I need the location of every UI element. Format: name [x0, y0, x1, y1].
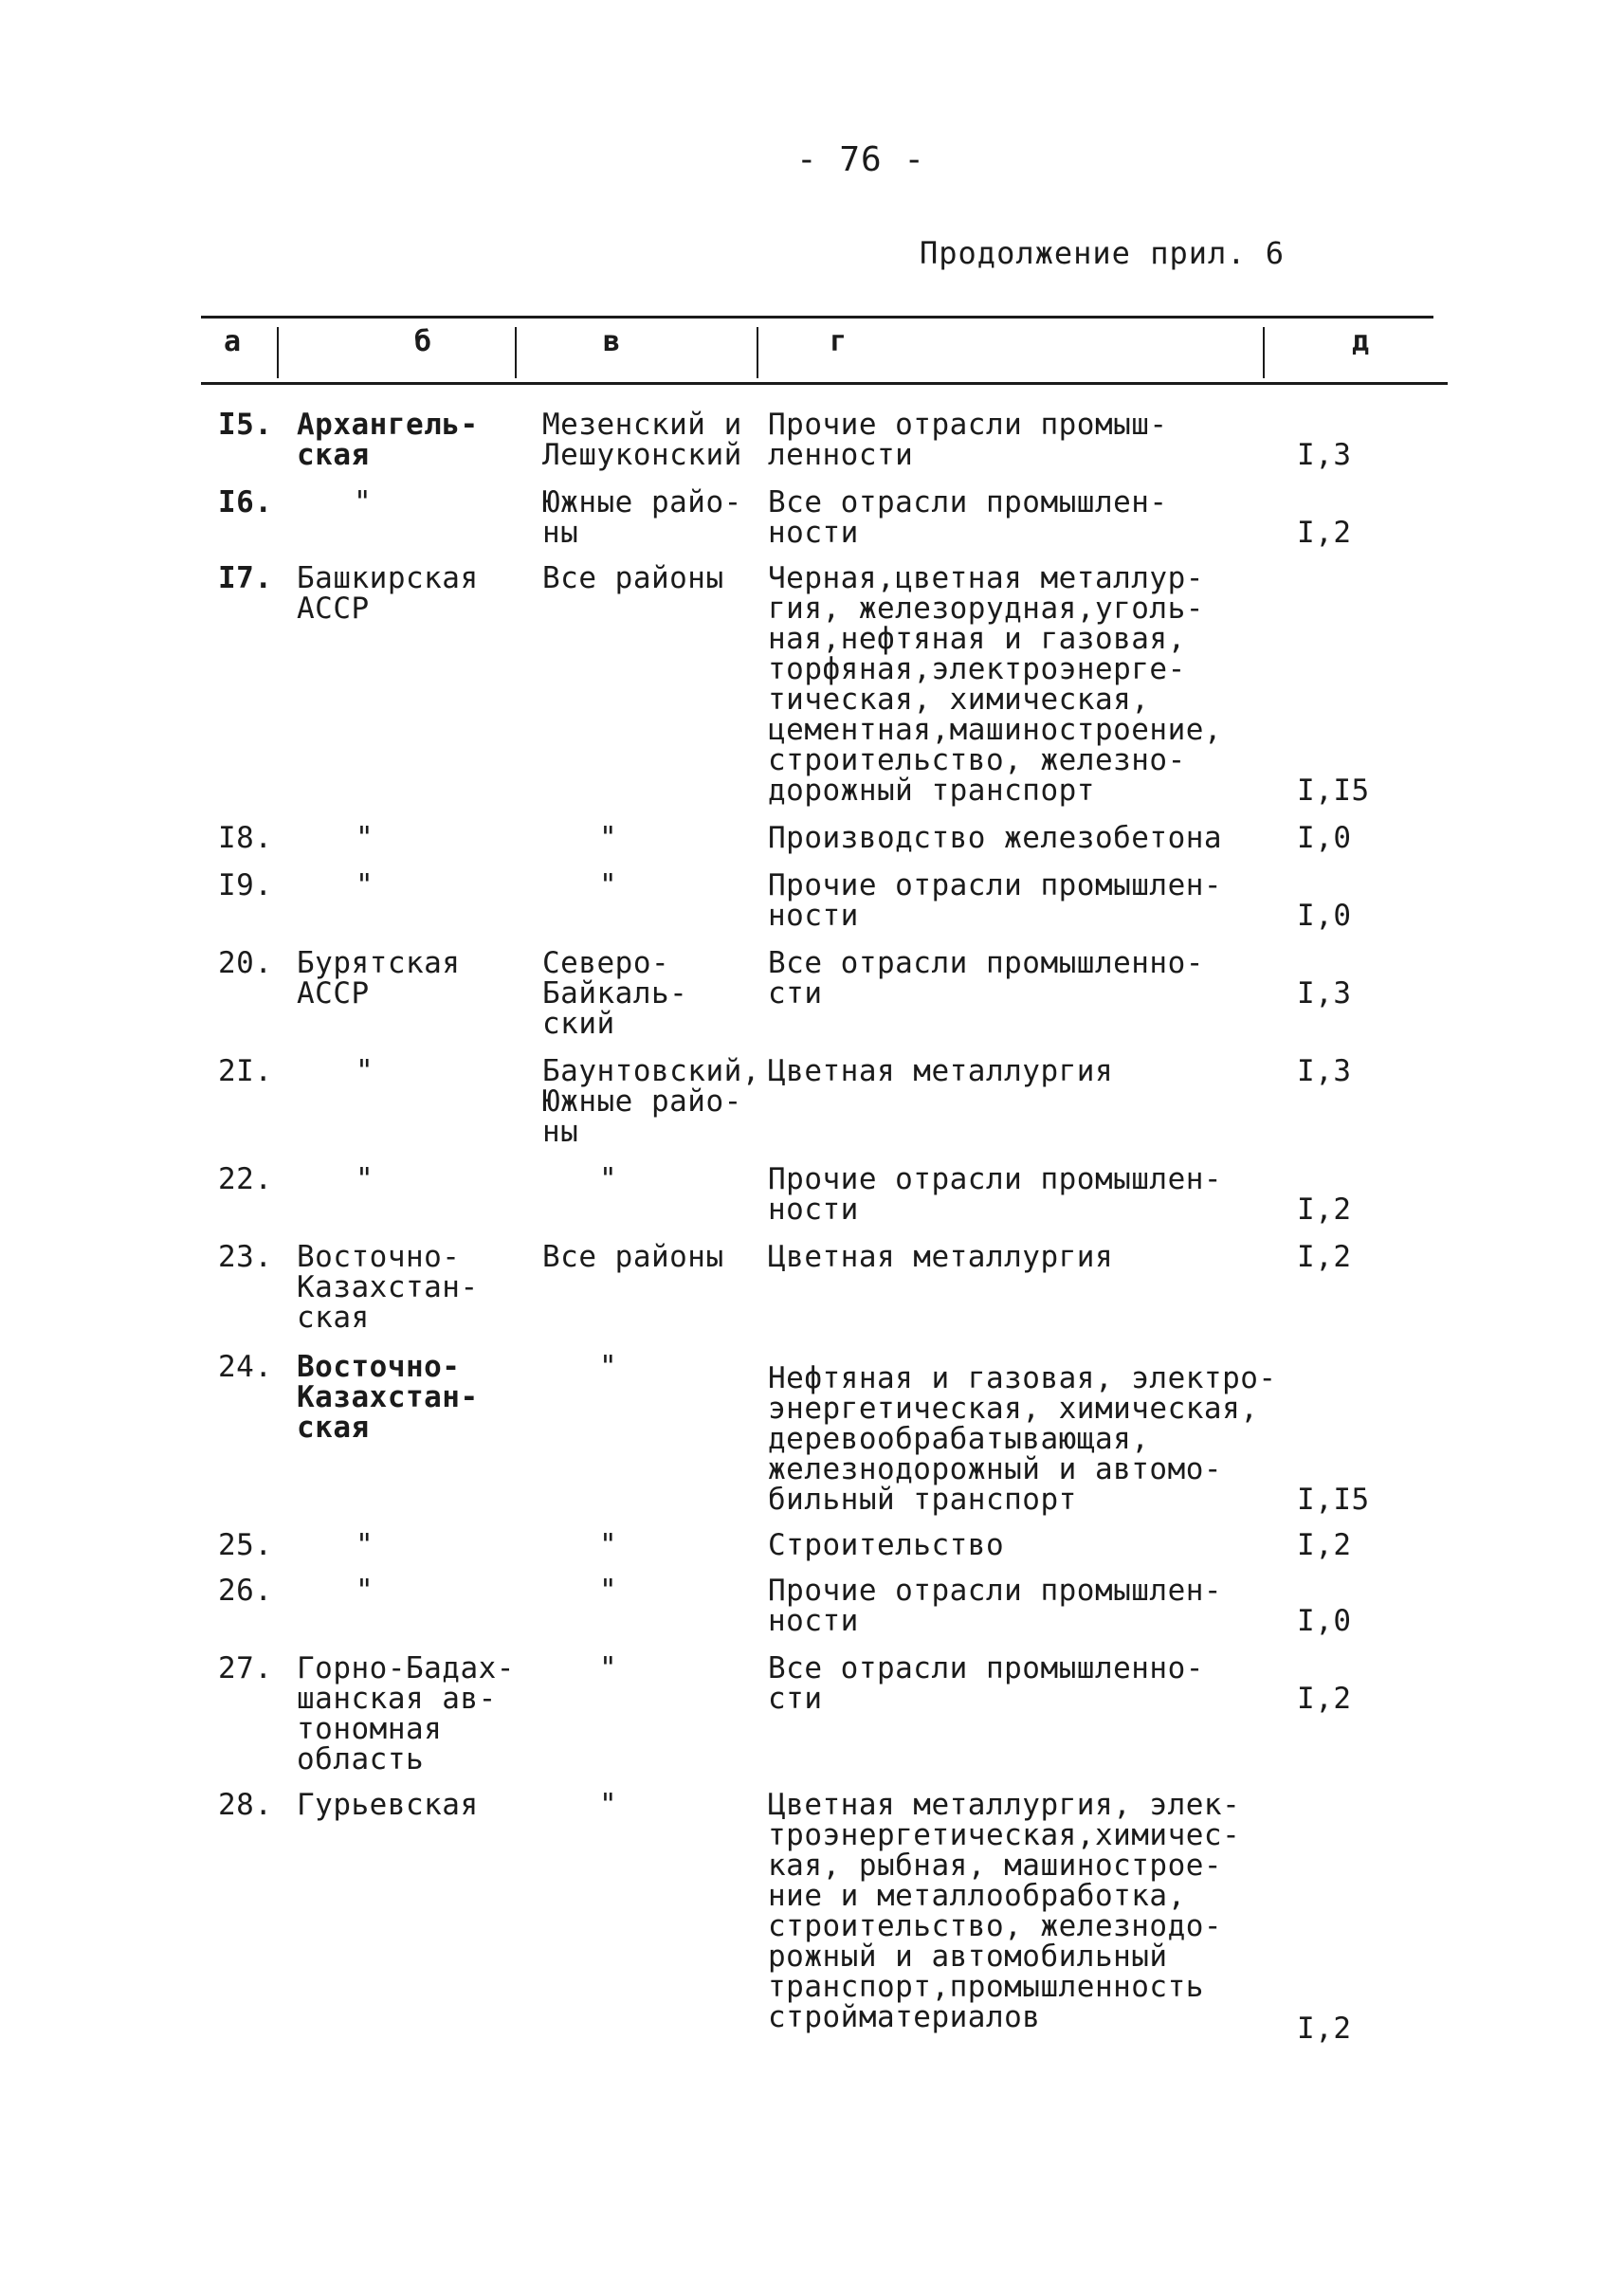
region-cell: Восточно- Казахстан- ская: [297, 1240, 479, 1335]
row-number: 24.: [218, 1350, 273, 1384]
industry-cell: Все отрасли промышлен- ности: [768, 485, 1168, 550]
region-cell: ": [356, 1574, 374, 1608]
coefficient-cell: I,2: [1297, 516, 1352, 550]
row-number: 27.: [218, 1651, 273, 1685]
industry-cell: Цветная металлургия, элек- троэнергетическая,химичес- кая, рыбная, машинострое- ние и металлообработка, строительство, железнодо- рожный и автомобильный транспорт,промышленность стройматериалов: [768, 1788, 1241, 2034]
coefficient-cell: I,I5: [1297, 1483, 1370, 1517]
continuation-heading: Продолжение прил. 6: [920, 235, 1286, 271]
row-number: I9.: [218, 868, 273, 902]
district-cell: Мезенский и Лешуконский: [542, 408, 742, 472]
district-cell: Все районы: [542, 561, 724, 595]
row-number: 22.: [218, 1162, 273, 1196]
district-cell: ": [599, 1528, 618, 1562]
region-cell: Архангель- ская: [297, 408, 479, 472]
page-number: - 76 -: [796, 140, 926, 179]
region-cell: ": [354, 485, 373, 519]
district-cell: ": [599, 821, 618, 855]
row-number: I8.: [218, 821, 273, 855]
row-number: 20.: [218, 946, 273, 980]
coefficient-cell: I,2: [1297, 2012, 1352, 2046]
header-col-g: г: [830, 325, 848, 358]
row-number: 2I.: [218, 1054, 273, 1088]
industry-cell: Прочие отрасли промышлен- ности: [768, 1574, 1223, 1638]
table-top-rule: [201, 316, 1433, 319]
row-number: 28.: [218, 1788, 273, 1822]
coefficient-cell: I,2: [1297, 1240, 1352, 1274]
region-cell: Горно-Бадах- шанская ав- тономная область: [297, 1651, 515, 1776]
region-cell: ": [356, 1054, 374, 1088]
industry-cell: Цветная металлургия: [768, 1240, 1114, 1274]
industry-cell: Прочие отрасли промышлен- ности: [768, 868, 1223, 933]
district-cell: Южные райо- ны: [542, 485, 742, 550]
coefficient-cell: I,3: [1297, 976, 1352, 1011]
header-col-v: в: [603, 325, 621, 358]
industry-cell: Все отрасли промышленно- сти: [768, 946, 1204, 1011]
header-divider: [1263, 327, 1265, 378]
header-col-b: б: [414, 325, 432, 358]
industry-cell: Цветная металлургия: [768, 1054, 1114, 1088]
coefficient-cell: I,0: [1297, 1604, 1352, 1638]
row-number: 23.: [218, 1240, 273, 1274]
industry-cell: Нефтяная и газовая, электро- энергетическая, химическая, деревообрабатывающая, железнодорожный и автомо- бильный транспорт: [768, 1361, 1277, 1517]
coefficient-cell: I,2: [1297, 1682, 1352, 1716]
district-cell: ": [599, 868, 618, 902]
header-col-a: а: [224, 325, 242, 358]
coefficient-cell: I,2: [1297, 1528, 1352, 1562]
district-cell: ": [599, 1651, 618, 1685]
region-cell: Восточно- Казахстан- ская: [297, 1350, 479, 1445]
table-header-rule: [201, 382, 1448, 385]
district-cell: Северо- Байкаль- ский: [542, 946, 688, 1041]
district-cell: ": [599, 1788, 618, 1822]
region-cell: ": [356, 1162, 374, 1196]
row-number: 26.: [218, 1574, 273, 1608]
region-cell: Башкирская АССР: [297, 561, 479, 626]
header-col-d: д: [1352, 325, 1370, 358]
district-cell: ": [599, 1574, 618, 1608]
header-divider: [515, 327, 517, 378]
region-cell: ": [356, 821, 374, 855]
coefficient-cell: I,I5: [1297, 774, 1370, 808]
district-cell: Все районы: [542, 1240, 724, 1274]
coefficient-cell: I,2: [1297, 1193, 1352, 1227]
district-cell: ": [599, 1162, 618, 1196]
industry-cell: Прочие отрасли промышлен- ности: [768, 1162, 1223, 1227]
district-cell: ": [599, 1350, 618, 1384]
coefficient-cell: I,0: [1297, 899, 1352, 933]
row-number: I7.: [218, 561, 273, 595]
coefficient-cell: I,3: [1297, 438, 1352, 472]
region-cell: Гурьевская: [297, 1788, 479, 1822]
row-number: 25.: [218, 1528, 273, 1562]
industry-cell: Производство железобетона: [768, 821, 1223, 855]
region-cell: Бурятская АССР: [297, 946, 461, 1011]
industry-cell: Прочие отрасли промыш- ленности: [768, 408, 1168, 472]
row-number: I6.: [218, 485, 273, 519]
industry-cell: Черная,цветная металлур- гия, железорудная,уголь- ная,нефтяная и газовая, торфяная,электроэнерге- тическая, химическая, цементная,машиностроение, строительство, железно- дорожный транспорт: [768, 561, 1223, 808]
region-cell: ": [356, 868, 374, 902]
coefficient-cell: I,0: [1297, 821, 1352, 855]
industry-cell: Все отрасли промышленно- сти: [768, 1651, 1204, 1716]
header-divider: [277, 327, 279, 378]
coefficient-cell: I,3: [1297, 1054, 1352, 1088]
district-cell: Баунтовский, Южные райо- ны: [542, 1054, 760, 1149]
header-divider: [757, 327, 758, 378]
industry-cell: Строительство: [768, 1528, 1005, 1562]
region-cell: ": [356, 1528, 374, 1562]
row-number: I5.: [218, 408, 273, 442]
